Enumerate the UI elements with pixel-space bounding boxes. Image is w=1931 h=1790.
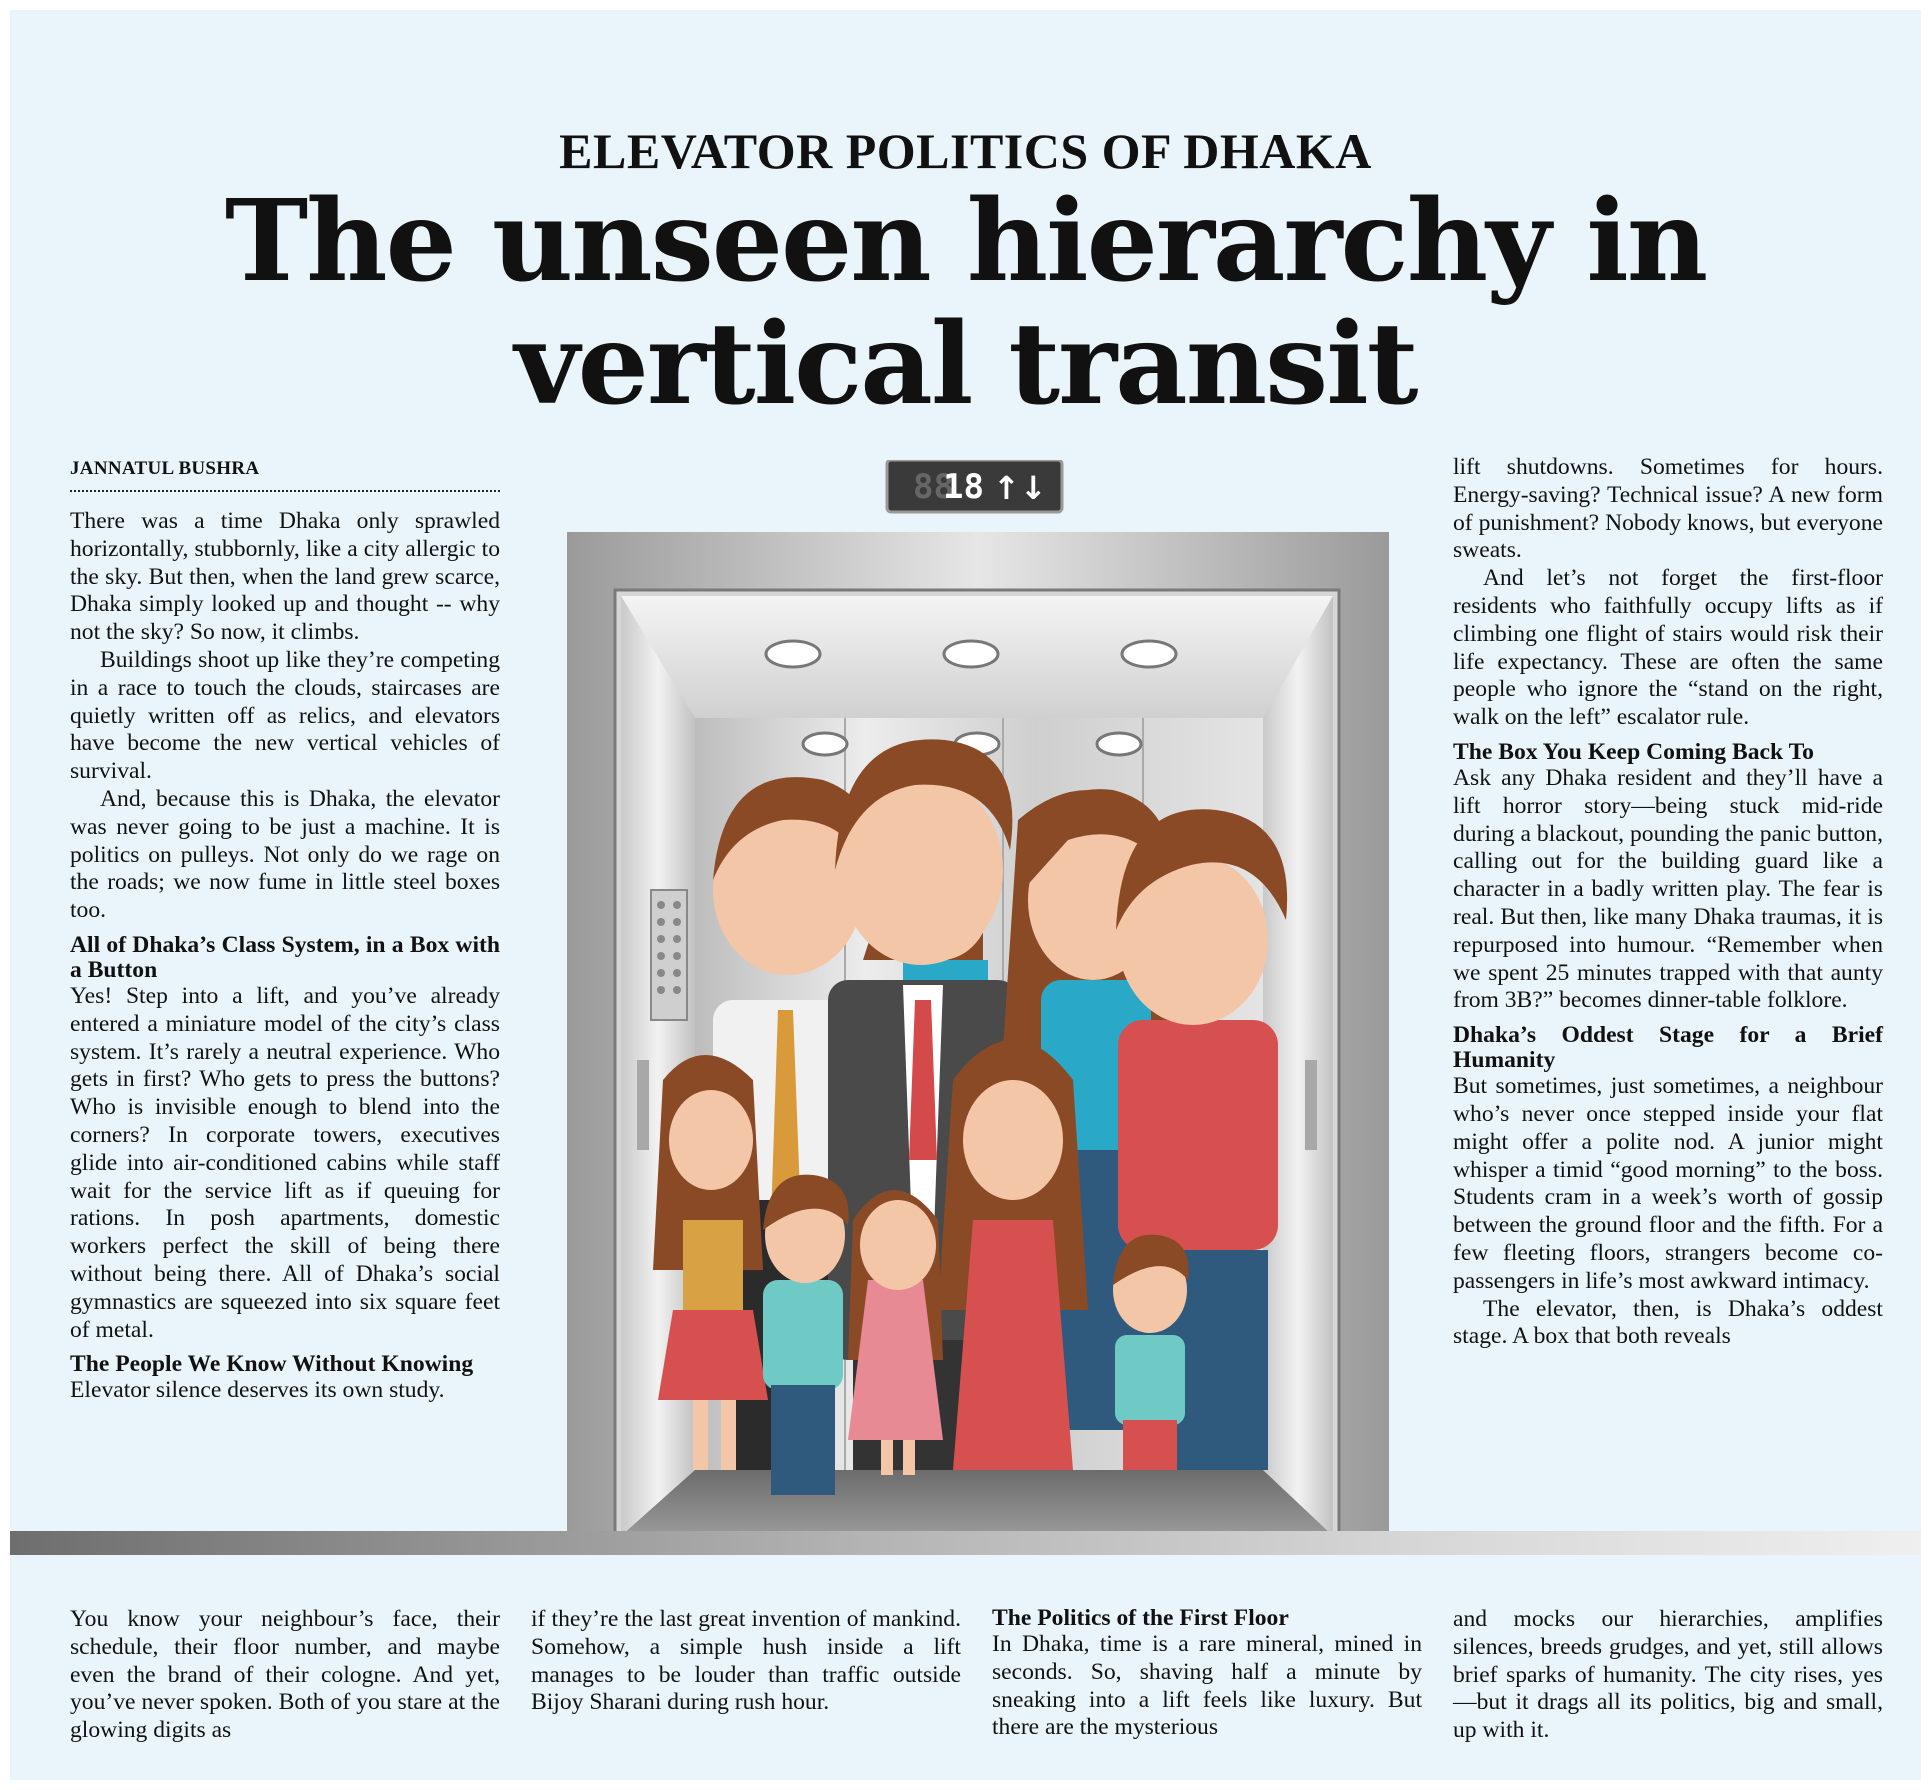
newspaper-page <box>10 10 1921 1780</box>
subheading: All of Dhaka’s Class System, in a Box with a Button <box>70 931 500 983</box>
svg-text:88: 88 <box>913 467 954 507</box>
kicker: ELEVATOR POLITICS OF DHAKA <box>559 123 1372 179</box>
handrail-left <box>637 1060 649 1150</box>
person-girl-pink <box>848 1190 943 1475</box>
bottom-column-4 <box>1453 1606 1883 1745</box>
subheading: Dhaka’s Oddest Stage for a Brief Humanity <box>1453 1022 1883 1074</box>
paragraph: Elevator silence deserves its own study. <box>70 1377 445 1404</box>
bottom-column-3 <box>992 1606 1422 1742</box>
paragraph: if they’re the last great invention of mankind. Somehow, a simple hush inside a lift manages to be louder than traffic outside Bijoy Sharani during rush hour. <box>531 1606 961 1716</box>
bottom-column-2 <box>531 1606 961 1717</box>
paragraph: Ask any Dhaka resident and they’ll have a lift horror story—being stuck mid-ride during a blackout, pounding the panic button, calling out for the building guard like a character in a badly written play. The fear is real. But then, like many Dhaka traumas, it is repurposed into humour. “Remember when we spent 25 minutes trapped with that aunty from 3B?” becomes dinner-table folklore. <box>1453 764 1883 1014</box>
subheading: The People We Know Without Knowing <box>70 1351 474 1378</box>
passengers <box>653 739 1287 1495</box>
direction-arrows-icon: ↑↓ <box>993 469 1047 507</box>
byline: JANNATUL BUSHRA <box>70 458 500 492</box>
handrail-right <box>1305 1060 1317 1150</box>
column-left <box>70 508 500 1405</box>
paragraph: And, because this is Dhaka, the elevator was never going to be just a machine. It is politics on pulleys. Not only do we rage on the roads; we now fume in little steel boxes too. <box>70 785 500 924</box>
paragraph: lift shutdowns. Sometimes for hours. Energy-saving? Technical issue? A new form of punishment? Nobody knows, but everyone sweats. <box>1453 454 1883 564</box>
paragraph: You know your neighbour’s face, their schedule, their floor number, and maybe even the brand of their cologne. And yet, you’ve never spoken. Both of you stare at the glowing digits as <box>70 1606 500 1744</box>
paragraph: And let’s not forget the first-floor residents who faithfully occupy lifts as if climbing one flight of stairs would risk their life expectancy. These are often the same people who ignore the “stand on the right, walk on the left” escalator rule. <box>1453 565 1883 731</box>
subheading: The Politics of the First Floor <box>992 1605 1289 1631</box>
floor-indicator <box>887 460 1062 512</box>
button-panel <box>651 890 687 1020</box>
headline-line-1: The unseen hierarchy in <box>224 176 1707 307</box>
paragraph: In Dhaka, time is a rare mineral, mined in seconds. So, shaving half a minute by sneaking into a lift feels like luxury. But there are the mysterious <box>992 1631 1422 1741</box>
subheading: The Box You Keep Coming Back To <box>1453 738 1814 765</box>
paragraph: and mocks our hierarchies, amplifies silences, breeds grudges, and yet, still allows brief sparks of humanity. The city rises, yes—but it drags all its politics, big and small, up with it. <box>1453 1606 1883 1744</box>
column-right <box>1453 454 1883 1351</box>
paragraph: Buildings shoot up like they’re competing in a race to touch the clouds, staircases are quietly written off as relics, and elevators have become the new vertical vehicles of survival. <box>70 646 500 785</box>
bottom-column-1 <box>70 1606 500 1745</box>
paragraph: Yes! Step into a lift, and you’ve already entered a miniature model of the city’s class system. It’s rarely a neutral experience. Who gets in first? Who gets to press the buttons? Who is invisible enough to blend into the corners? In corporate towers, executives glide into air-conditioned cabins while staff wait for the service lift as if queuing for rations. In posh apartments, domestic workers perfect the skill of being there without being there. All of Dhaka’s social gymnastics are squeezed into six square feet of metal. <box>70 982 500 1343</box>
elevator-illustration <box>563 460 1393 1540</box>
paragraph: But sometimes, just sometimes, a neighbour who’s never once stepped inside your flat might offer a polite nod. A junior might whisper a timid “good morning” to the boss. Students cram in a week’s worth of gossip between the ground floor and the fifth. For a few fleeting floors, strangers become co-passengers in life’s most awkward intimacy. <box>1453 1073 1883 1294</box>
paragraph: The elevator, then, is Dhaka’s oddest stage. A box that both reveals <box>1453 1295 1883 1350</box>
headline <box>10 176 1921 430</box>
floor-number: 18 <box>943 467 984 507</box>
headline-line-2: vertical transit <box>514 299 1417 430</box>
person-girl-red-dress <box>938 1040 1088 1470</box>
section-divider-band <box>10 1531 1921 1555</box>
paragraph: There was a time Dhaka only sprawled horizontally, stubbornly, like a city allergic to the sky. But then, when the land grew scarce, Dhaka simply looked up and thought -- why not the sky? So now, it climbs. <box>70 508 500 646</box>
elevator-floor <box>621 1470 1333 1536</box>
